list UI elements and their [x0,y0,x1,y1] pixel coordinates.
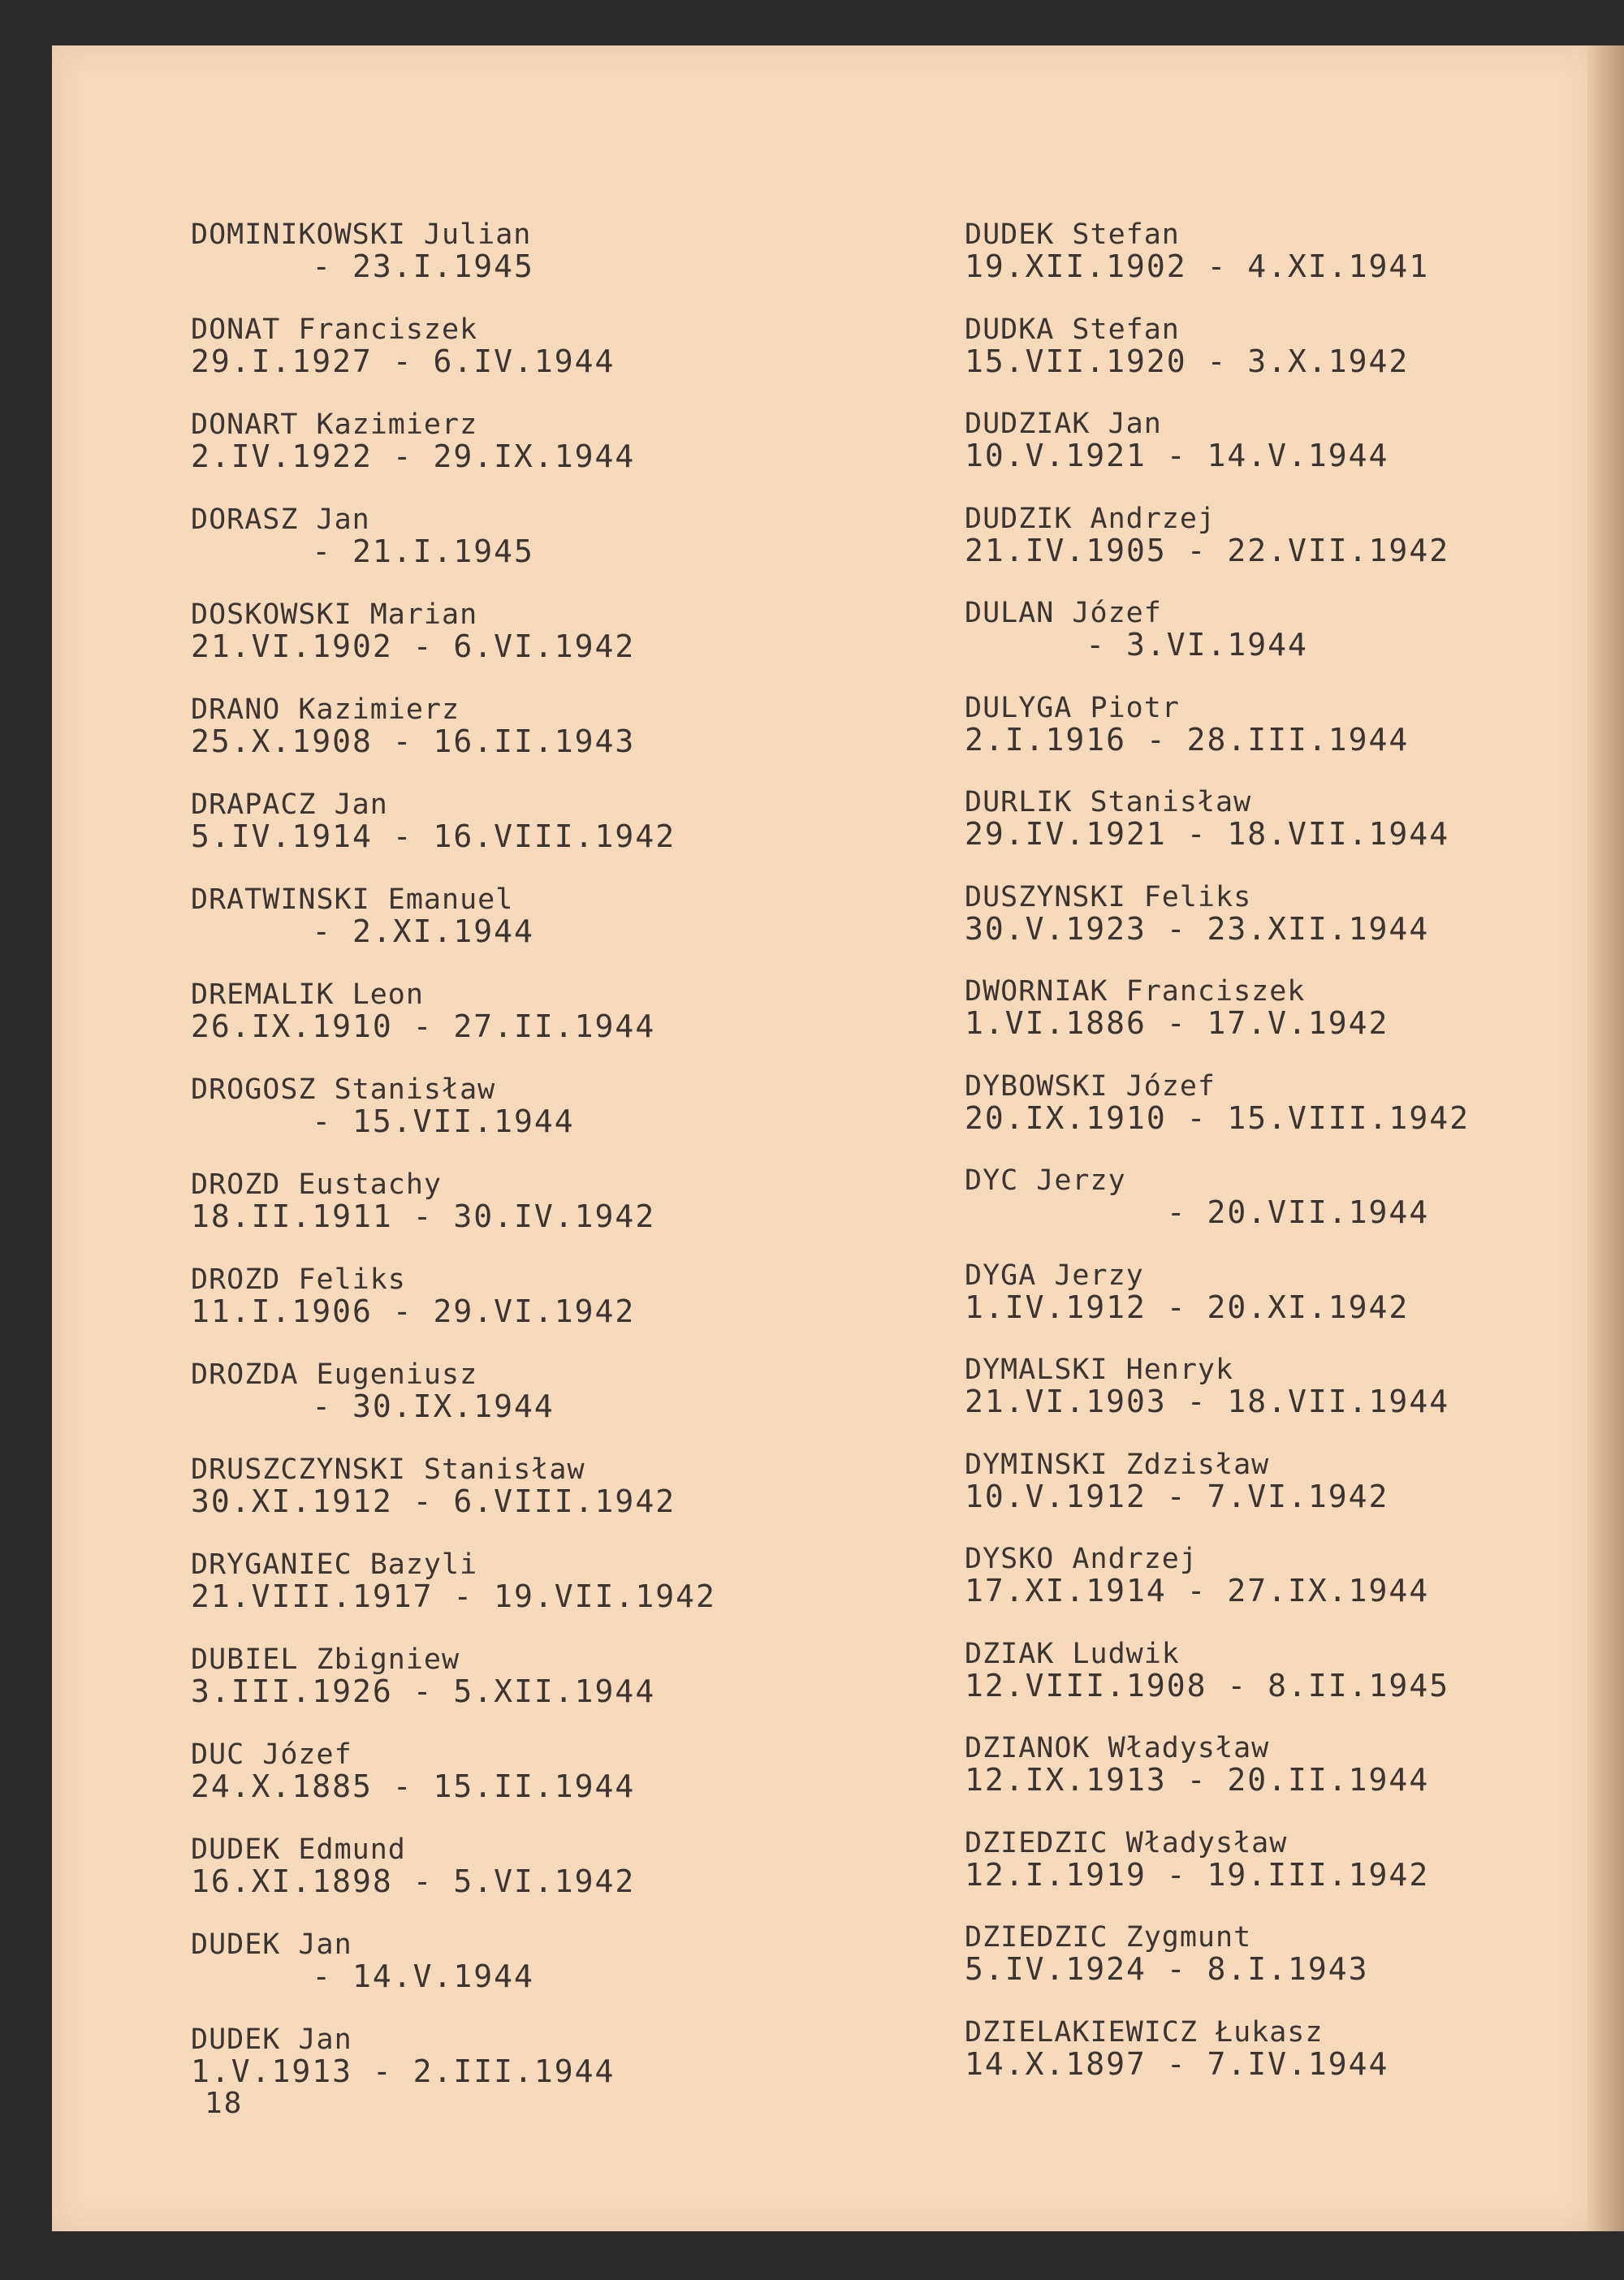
list-item [965,2017,1614,2112]
page-number: 18 [205,2087,244,2120]
person-name: DUDKA Stefan [965,313,1180,346]
list-item [191,789,840,884]
person-name: DROGOSZ Stanisław [191,1073,496,1106]
right-column [965,219,1614,2111]
list-item [191,1074,840,1169]
person-name: DUDZIK Andrzej [965,502,1216,535]
list-item [191,409,840,504]
list-item [965,1639,1614,1734]
person-name: DOSKOWSKI Marian [191,598,478,631]
list-item [191,219,840,314]
person-name: DROZD Feliks [191,1263,406,1296]
list-item [191,1169,840,1264]
person-name: DZIANOK Władysław [965,1732,1270,1764]
person-name: DRYGANIEC Bazyli [191,1548,478,1581]
life-dates: 21.IV.1905 - 22.VII.1942 [965,532,1450,568]
person-name: DZIEDZIC Władysław [965,1826,1288,1859]
list-item [965,219,1614,314]
life-dates: - 21.I.1945 [191,533,534,569]
list-item [965,503,1614,598]
life-dates: - 15.VII.1944 [191,1103,575,1139]
life-dates: 14.X.1897 - 7.IV.1944 [965,2045,1389,2082]
life-dates: 30.V.1923 - 23.XII.1944 [965,910,1430,947]
person-name: DUBIEL Zbigniew [191,1643,460,1676]
list-item [191,1549,840,1644]
person-name: DUDEK Jan [191,2023,352,2056]
life-dates: 21.VIII.1917 - 19.VII.1942 [191,1578,716,1614]
list-item [191,1834,840,1929]
list-item [191,1739,840,1834]
list-item [965,1922,1614,2017]
life-dates: 12.I.1919 - 19.III.1942 [965,1856,1430,1893]
list-item [965,787,1614,882]
person-name: DRATWINSKI Emanuel [191,883,514,916]
life-dates: 21.VI.1903 - 18.VII.1944 [965,1384,1450,1419]
person-name: DOMINIKOWSKI Julian [191,218,532,251]
life-dates: 18.II.1911 - 30.IV.1942 [191,1198,656,1234]
person-name: DULYGA Piotr [965,691,1180,724]
list-item [965,1828,1614,1923]
list-item [965,314,1614,409]
person-name: DUDEK Edmund [191,1833,406,1866]
person-name: DULAN Józef [965,597,1162,629]
life-dates: - 3.VI.1944 [965,627,1308,663]
person-name: DZIEDZIC Zygmunt [965,1921,1252,1954]
person-name: DREMALIK Leon [191,978,424,1011]
list-item [191,599,840,694]
list-item [191,979,840,1074]
left-column [191,219,840,2119]
person-name: DROZDA Eugeniusz [191,1358,478,1391]
list-item [191,1644,840,1739]
life-dates: 1.VI.1886 - 17.V.1942 [965,1005,1389,1041]
list-item [191,1929,840,2024]
list-item [965,1260,1614,1355]
life-dates: 19.XII.1902 - 4.XI.1941 [965,248,1430,284]
list-item [965,693,1614,788]
list-item [191,884,840,979]
person-name: DUSZYNSKI Feliks [965,880,1252,913]
person-name: DORASZ Jan [191,503,370,536]
life-dates: - 14.V.1944 [191,1958,534,1994]
list-item [965,408,1614,503]
list-item [965,1165,1614,1260]
life-dates: 17.XI.1914 - 27.IX.1944 [965,1573,1430,1609]
life-dates: 5.IV.1924 - 8.I.1943 [965,1951,1369,1987]
life-dates: 30.XI.1912 - 6.VIII.1942 [191,1483,676,1519]
list-item [191,314,840,409]
list-item [191,1264,840,1359]
list-item [191,1454,840,1549]
list-item [191,694,840,789]
list-item [965,1449,1614,1544]
person-name: DYMINSKI Zdzisław [965,1448,1270,1481]
life-dates: 21.VI.1902 - 6.VI.1942 [191,628,636,664]
person-name: DYSKO Andrzej [965,1543,1198,1575]
life-dates: 16.XI.1898 - 5.VI.1942 [191,1863,636,1899]
person-name: DUC Józef [191,1738,352,1771]
life-dates: 2.I.1916 - 28.III.1944 [965,721,1410,758]
person-name: DYBOWSKI Józef [965,1069,1216,1103]
person-name: DRANO Kazimierz [191,693,460,726]
life-dates: 20.IX.1910 - 15.VIII.1942 [965,1099,1470,1136]
person-name: DRAPACZ Jan [191,788,388,821]
person-name: DYMALSKI Henryk [965,1354,1234,1386]
life-dates: 10.V.1921 - 14.V.1944 [965,438,1389,473]
person-name: DUDZIAK Jan [965,408,1162,440]
list-item [191,2024,840,2119]
life-dates: 2.IV.1922 - 29.IX.1944 [191,438,636,474]
person-name: DUDEK Jan [191,1928,352,1961]
list-item [191,504,840,599]
person-name: DROZD Eustachy [191,1168,443,1201]
person-name: DYC Jerzy [965,1164,1126,1197]
person-name: DZIAK Ludwik [965,1637,1180,1670]
life-dates: 12.VIII.1908 - 8.II.1945 [965,1667,1450,1704]
person-name: DONAT Franciszek [191,313,478,346]
life-dates: 5.IV.1914 - 16.VIII.1942 [191,818,676,854]
life-dates: 12.IX.1913 - 20.II.1944 [965,1762,1430,1798]
life-dates: 10.V.1912 - 7.VI.1942 [965,1478,1389,1514]
life-dates: 29.I.1927 - 6.IV.1944 [191,343,615,379]
life-dates: 1.IV.1912 - 20.XI.1942 [965,1289,1410,1325]
person-name: DWORNIAK Franciszek [965,975,1306,1008]
life-dates: - 2.XI.1944 [191,913,534,949]
list-item [191,1359,840,1454]
life-dates: 15.VII.1920 - 3.X.1942 [965,343,1410,379]
list-item [965,598,1614,693]
life-dates: 25.X.1908 - 16.II.1943 [191,723,636,759]
list-item [965,1544,1614,1639]
life-dates: 11.I.1906 - 29.VI.1942 [191,1293,636,1329]
person-name: DZIELAKIEWICZ Łukasz [965,2015,1324,2049]
life-dates: 26.IX.1910 - 27.II.1944 [191,1008,656,1044]
list-item [965,1733,1614,1828]
life-dates: - 30.IX.1944 [191,1388,555,1424]
person-name: DYGA Jerzy [965,1259,1144,1292]
life-dates: - 20.VII.1944 [965,1194,1430,1230]
life-dates: 3.III.1926 - 5.XII.1944 [191,1673,656,1709]
life-dates: 24.X.1885 - 15.II.1944 [191,1768,636,1804]
person-name: DURLIK Stanisław [965,786,1252,818]
person-name: DRUSZCZYNSKI Stanisław [191,1453,585,1486]
list-item [965,1071,1614,1166]
list-item [965,1354,1614,1449]
list-item [965,882,1614,977]
list-item [965,976,1614,1071]
person-name: DUDEK Stefan [965,218,1180,251]
life-dates: - 23.I.1945 [191,248,534,284]
life-dates: 1.V.1913 - 2.III.1944 [191,2053,615,2089]
person-name: DONART Kazimierz [191,408,478,441]
life-dates: 29.IV.1921 - 18.VII.1944 [965,816,1450,852]
